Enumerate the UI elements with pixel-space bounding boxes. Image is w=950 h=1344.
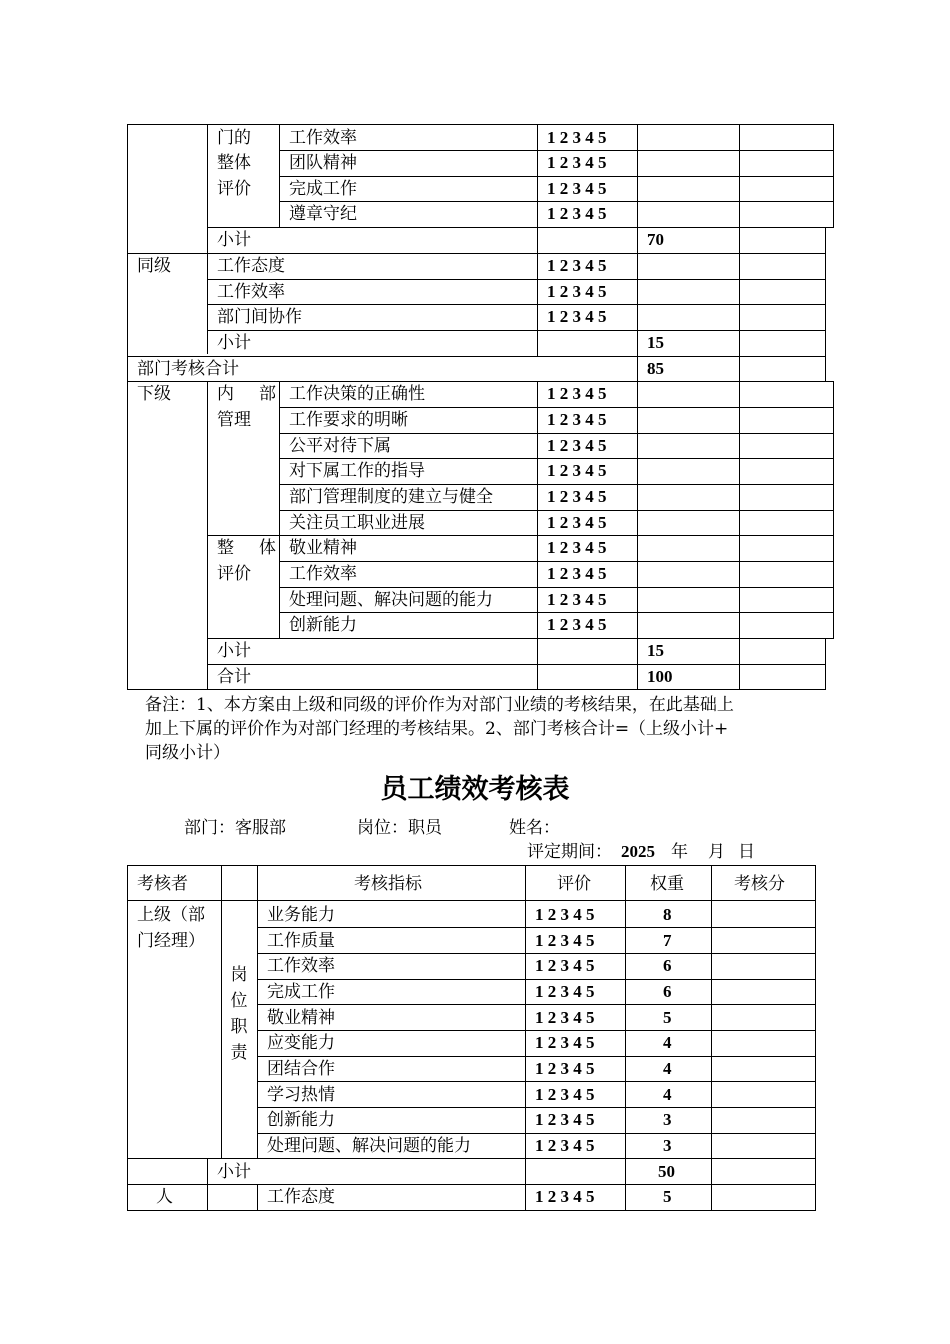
period-year-unit: 年 bbox=[671, 842, 688, 862]
subtotal-weight: 50 bbox=[658, 1162, 675, 1181]
item-label: 工作态度 bbox=[267, 1187, 335, 1207]
item-label: 学习热情 bbox=[267, 1085, 335, 1105]
item-label: 部门管理制度的建立与健全 bbox=[289, 487, 493, 507]
subtotal-weight: 70 bbox=[647, 230, 664, 249]
subtotal-label: 小计 bbox=[217, 333, 251, 353]
subtotal-weight: 15 bbox=[647, 333, 664, 352]
rating-scale: 1 2 3 4 5 bbox=[547, 128, 607, 147]
item-label: 完成工作 bbox=[289, 179, 357, 199]
rating-scale: 1 2 3 4 5 bbox=[535, 1008, 595, 1027]
total-label: 合计 bbox=[217, 667, 251, 687]
item-label: 应变能力 bbox=[267, 1033, 335, 1053]
assessor-line-1: 上级（部 bbox=[137, 905, 205, 925]
rating-scale: 1 2 3 4 5 bbox=[535, 1187, 595, 1206]
remarks-line-1: 备注：1、本方案由上级和同级的评价作为对部门业绩的考核结果，在此基础上 bbox=[145, 695, 734, 715]
rating-scale: 1 2 3 4 5 bbox=[535, 1085, 595, 1104]
period-year: 2025 bbox=[621, 842, 655, 861]
rating-scale: 1 2 3 4 5 bbox=[535, 931, 595, 950]
item-label: 工作要求的明晰 bbox=[289, 410, 408, 430]
rating-scale: 1 2 3 4 5 bbox=[535, 956, 595, 975]
form-title: 员工绩效考核表 bbox=[380, 774, 570, 805]
weight-value: 6 bbox=[663, 956, 672, 975]
rating-scale: 1 2 3 4 5 bbox=[547, 410, 607, 429]
sub-label: 整 体 bbox=[217, 538, 280, 558]
period-month-unit: 月 bbox=[708, 842, 725, 862]
item-label: 工作效率 bbox=[217, 282, 285, 302]
item-label: 对下属工作的指导 bbox=[289, 461, 425, 481]
item-label: 处理问题、解决问题的能力 bbox=[289, 590, 493, 610]
item-label: 敬业精神 bbox=[289, 538, 357, 558]
rating-scale: 1 2 3 4 5 bbox=[547, 590, 607, 609]
rating-scale: 1 2 3 4 5 bbox=[547, 615, 607, 634]
weight-value: 3 bbox=[663, 1136, 672, 1155]
subtotal-label: 小计 bbox=[217, 230, 251, 250]
item-label: 敬业精神 bbox=[267, 1008, 335, 1028]
remarks-line-3: 同级小计） bbox=[145, 743, 230, 763]
rating-scale: 1 2 3 4 5 bbox=[535, 982, 595, 1001]
total-weight: 100 bbox=[647, 667, 673, 686]
header-rating: 评价 bbox=[557, 874, 591, 894]
rating-scale: 1 2 3 4 5 bbox=[547, 204, 607, 223]
sub-label: 整体 bbox=[217, 153, 251, 173]
category-char: 责 bbox=[230, 1043, 248, 1063]
rating-scale: 1 2 3 4 5 bbox=[535, 1033, 595, 1052]
rating-scale: 1 2 3 4 5 bbox=[535, 1110, 595, 1129]
department-label: 部门：客服部 bbox=[184, 818, 286, 838]
header-assessor: 考核者 bbox=[137, 874, 188, 894]
name-label: 姓名： bbox=[509, 818, 560, 838]
rating-scale: 1 2 3 4 5 bbox=[547, 538, 607, 557]
rating-scale: 1 2 3 4 5 bbox=[547, 282, 607, 301]
header-indicator: 考核指标 bbox=[354, 874, 422, 894]
item-label: 工作态度 bbox=[217, 256, 285, 276]
weight-value: 4 bbox=[663, 1033, 672, 1052]
category-char: 职 bbox=[230, 1017, 248, 1037]
dept-total-label: 部门考核合计 bbox=[137, 359, 239, 379]
assessor-label: 人 bbox=[156, 1187, 173, 1207]
group-label: 下级 bbox=[137, 384, 171, 404]
item-label: 遵章守纪 bbox=[289, 204, 357, 224]
item-label: 创新能力 bbox=[289, 615, 357, 635]
weight-value: 8 bbox=[663, 905, 672, 924]
period-label: 评定期间： bbox=[527, 842, 612, 862]
rating-scale: 1 2 3 4 5 bbox=[547, 513, 607, 532]
header-weight: 权重 bbox=[650, 874, 684, 894]
rating-scale: 1 2 3 4 5 bbox=[547, 256, 607, 275]
item-label: 处理问题、解决问题的能力 bbox=[267, 1136, 471, 1156]
rating-scale: 1 2 3 4 5 bbox=[535, 1059, 595, 1078]
item-label: 工作效率 bbox=[289, 564, 357, 584]
sub-label: 管理 bbox=[217, 410, 251, 430]
category-char: 位 bbox=[230, 991, 248, 1011]
weight-value: 3 bbox=[663, 1110, 672, 1129]
sub-label: 门的 bbox=[217, 128, 251, 148]
rating-scale: 1 2 3 4 5 bbox=[547, 564, 607, 583]
category-char: 岗 bbox=[230, 965, 248, 985]
position-label: 岗位：职员 bbox=[357, 818, 442, 838]
rating-scale: 1 2 3 4 5 bbox=[547, 461, 607, 480]
item-label: 部门间协作 bbox=[217, 307, 302, 327]
item-label: 业务能力 bbox=[267, 905, 335, 925]
item-label: 关注员工职业进展 bbox=[289, 513, 425, 533]
group-label: 同级 bbox=[137, 256, 171, 276]
item-label: 工作效率 bbox=[289, 128, 357, 148]
item-label: 公平对待下属 bbox=[289, 436, 391, 456]
subtotal-weight: 15 bbox=[647, 641, 664, 660]
rating-scale: 1 2 3 4 5 bbox=[535, 1136, 595, 1155]
sub-label: 内 部 bbox=[217, 384, 280, 404]
weight-value: 4 bbox=[663, 1085, 672, 1104]
item-label: 工作质量 bbox=[267, 931, 335, 951]
rating-scale: 1 2 3 4 5 bbox=[547, 307, 607, 326]
subtotal-label: 小计 bbox=[217, 641, 251, 661]
rating-scale: 1 2 3 4 5 bbox=[535, 905, 595, 924]
item-label: 创新能力 bbox=[267, 1110, 335, 1130]
weight-value: 5 bbox=[663, 1187, 672, 1206]
rating-scale: 1 2 3 4 5 bbox=[547, 436, 607, 455]
weight-value: 4 bbox=[663, 1059, 672, 1078]
dept-total-weight: 85 bbox=[647, 359, 664, 378]
item-label: 团队精神 bbox=[289, 153, 357, 173]
item-label: 完成工作 bbox=[267, 982, 335, 1002]
sub-label: 评价 bbox=[217, 179, 251, 199]
weight-value: 5 bbox=[663, 1008, 672, 1027]
item-label: 工作决策的正确性 bbox=[289, 384, 425, 404]
sub-label: 评价 bbox=[217, 564, 251, 584]
rating-scale: 1 2 3 4 5 bbox=[547, 179, 607, 198]
rating-scale: 1 2 3 4 5 bbox=[547, 153, 607, 172]
rating-scale: 1 2 3 4 5 bbox=[547, 384, 607, 403]
weight-value: 6 bbox=[663, 982, 672, 1001]
assessor-line-2: 门经理） bbox=[137, 931, 205, 951]
header-score: 考核分 bbox=[734, 874, 785, 894]
subtotal-label: 小计 bbox=[217, 1162, 251, 1182]
item-label: 工作效率 bbox=[267, 956, 335, 976]
remarks-line-2: 加上下属的评价作为对部门经理的考核结果。2、部门考核合计=（上级小计+ bbox=[145, 719, 729, 739]
rating-scale: 1 2 3 4 5 bbox=[547, 487, 607, 506]
item-label: 团结合作 bbox=[267, 1059, 335, 1079]
period-day-unit: 日 bbox=[738, 842, 755, 862]
weight-value: 7 bbox=[663, 931, 672, 950]
